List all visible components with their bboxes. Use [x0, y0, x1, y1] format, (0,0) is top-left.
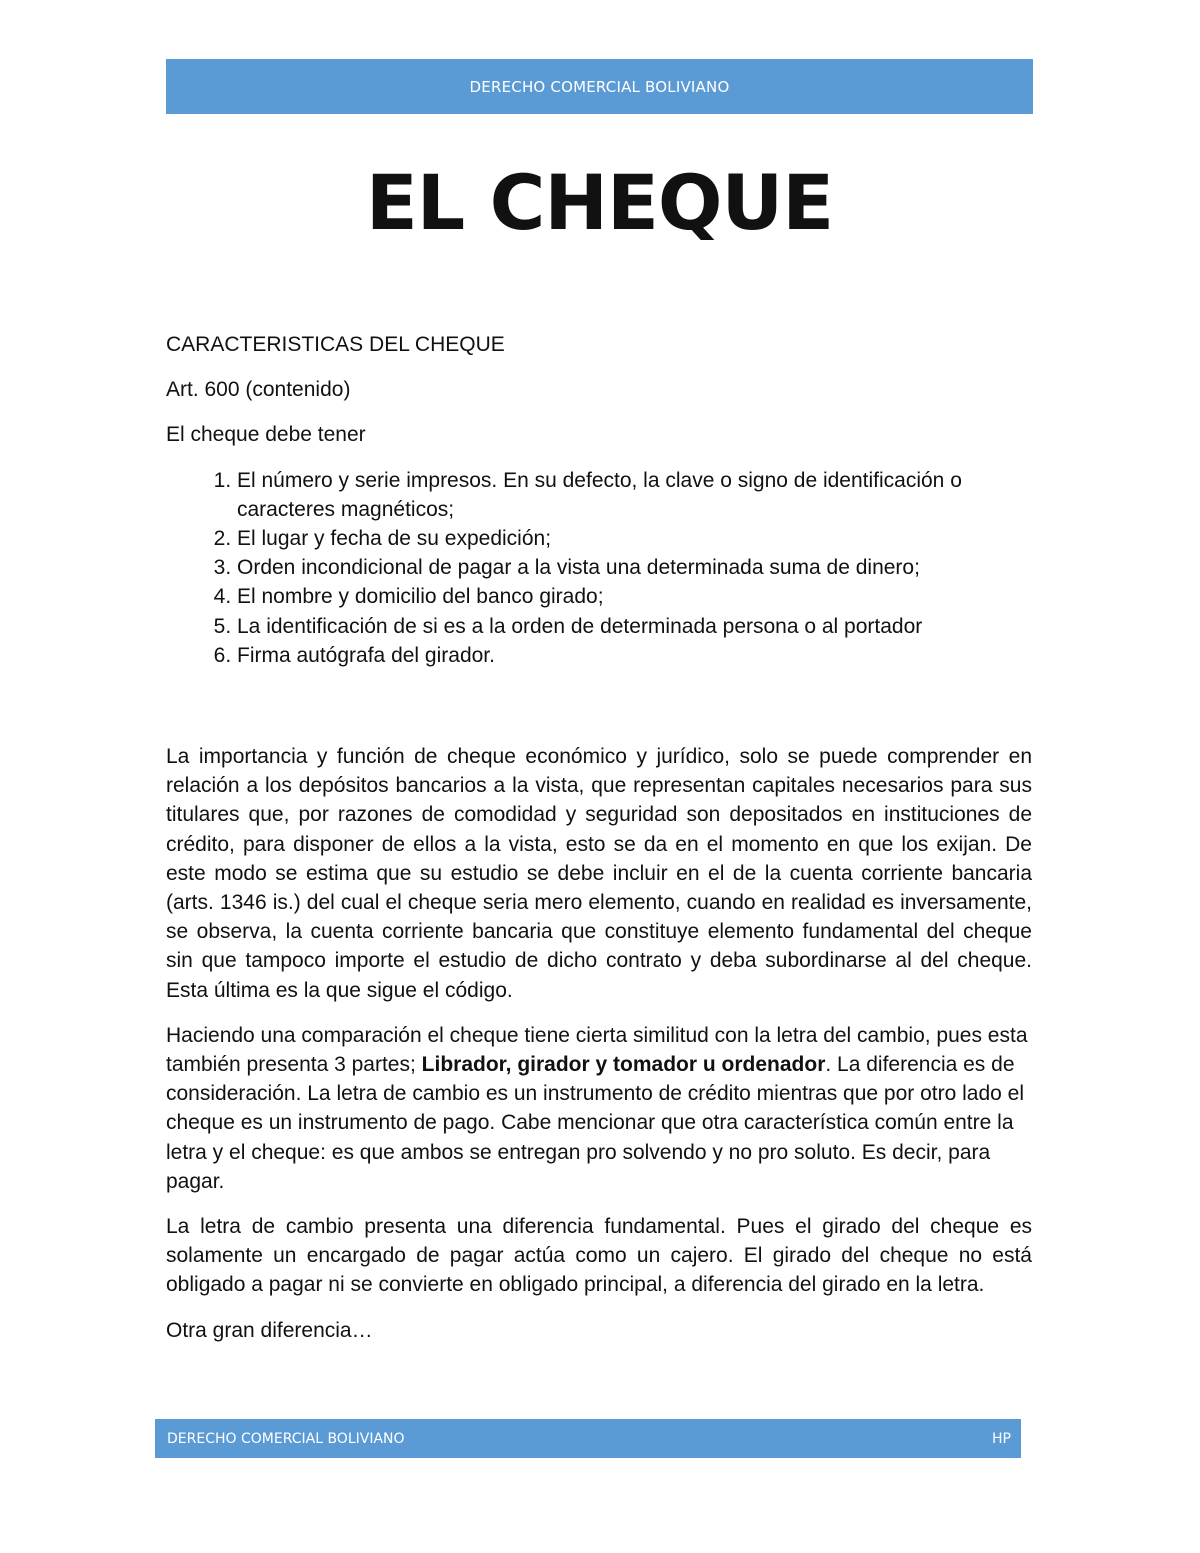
requirements-list [166, 466, 1032, 670]
list-item: 3. Orden incondicional de pagar a la vista una determinada suma de dinero; [237, 553, 1032, 582]
list-item: 4. El nombre y domicilio del banco girado; [237, 582, 1032, 611]
footer-left-text: DERECHO COMERCIAL BOLIVIANO [167, 1430, 405, 1447]
list-item: 5. La identificación de si es a la orden de determinada persona o al portador [237, 612, 1032, 641]
list-item: 6. Firma autógrafa del girador. [237, 641, 1032, 670]
footer-band [155, 1419, 1021, 1458]
document-body [166, 330, 1032, 1361]
list-item: 2. El lugar y fecha de su expedición; [237, 524, 1032, 553]
paragraph-difference: La letra de cambio presenta una diferencia fundamental. Pues el girado del cheque es solamente un encargado de pagar actúa como un cajero. El girado del cheque no está obligado a pagar ni se convierte en obligado principal, a diferencia del girado en la letra. [166, 1215, 1032, 1297]
paragraph-comparison-start: Haciendo una comparación el cheque tiene cierta similitud con la letra del cambio, pues esta también presenta 3 partes; [166, 1023, 1028, 1077]
header-band [166, 59, 1033, 114]
list-intro: El cheque debe tener [166, 423, 366, 447]
footer-right-text: HP [992, 1430, 1011, 1447]
paragraph-comparison [166, 1021, 1032, 1196]
article-reference: Art. 600 (contenido) [166, 378, 351, 402]
paragraph-comparison-end: . La diferencia es de consideración. La letra de cambio es un instrumento de crédito mientras que por otro lado el cheque es un instrumento de pago. Cabe mencionar que otra característica común entre la letra y el cheque: es que ambos se entregan pro solvendo y no pro soluto. Es decir, para pagar. [166, 1053, 1024, 1193]
spacer [166, 670, 1032, 742]
section-heading: CARACTERISTICAS DEL CHEQUE [166, 333, 505, 356]
list-item: 1. El número y serie impresos. En su defecto, la clave o signo de identificación o caracteres magnéticos; [237, 466, 1032, 524]
paragraph-comparison-bold: Librador, girador y tomador u ordenador [421, 1053, 826, 1077]
document-title: EL CHEQUE [365, 158, 834, 247]
header-text: DERECHO COMERCIAL BOLIVIANO [469, 77, 730, 96]
paragraph-closing: Otra gran diferencia… [166, 1318, 373, 1342]
paragraph-importance: La importancia y función de cheque económico y jurídico, solo se puede comprender en relación a los depósitos bancarios a la vista, que representan capitales necesarios para sus titulares que, por razones de comodidad y seguridad son depositados en instituciones de crédito, para disponer de ellos a la vista, esto se da en el momento en que los exijan. De este modo se estima que su estudio se debe incluir en el de la cuenta corriente bancaria (arts. 1346 is.) del cual el cheque seria mero elemento, cuando en realidad es inversamente, se observa, la cuenta corriente bancaria que constituye elemento fundamental del cheque sin que tampoco importe el estudio de dicho contrato y deba subordinarse al del cheque. Esta última es la que sigue el código. [166, 745, 1032, 1002]
